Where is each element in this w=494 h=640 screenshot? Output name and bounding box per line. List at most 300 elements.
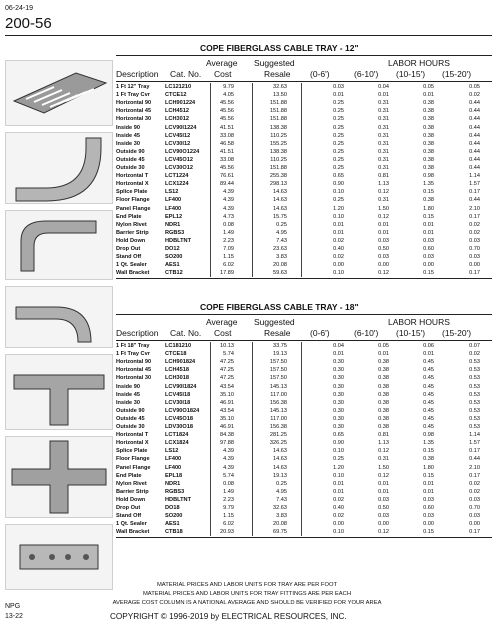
row-description: Horizontal 30 <box>116 116 152 123</box>
row-labor-6-10: 0.31 <box>378 132 389 139</box>
row-avg-cost: 4.39 <box>223 189 234 196</box>
table-row <box>116 366 492 374</box>
row-avg-cost: 5.74 <box>223 472 234 479</box>
row-avg-cost: 46.91 <box>220 399 234 406</box>
row-labor-10-15: 0.38 <box>423 456 434 463</box>
row-labor-6-10: 0.81 <box>378 173 389 180</box>
row-cat-no: RGBS3 <box>165 488 185 495</box>
row-cat-no: SO200 <box>165 513 183 520</box>
row-labor-10-15: 0.45 <box>423 367 434 374</box>
row-suggested-resale: 32.63 <box>273 505 287 511</box>
row-avg-cost: 20.93 <box>220 529 234 536</box>
page-number: 200-56 <box>5 15 52 32</box>
row-cat-no: LCV30I12 <box>165 140 191 147</box>
table-row <box>116 488 492 496</box>
row-labor-15-20: 0.53 <box>469 391 480 398</box>
row-labor-0-6: 0.00 <box>333 521 344 528</box>
row-labor-0-6: 0.30 <box>333 383 344 390</box>
row-avg-cost: 76.61 <box>220 173 234 180</box>
row-labor-6-10: 0.12 <box>378 270 389 277</box>
row-suggested-resale: 0.25 <box>276 480 287 487</box>
row-cat-no: LC121210 <box>165 84 192 90</box>
row-labor-15-20: 0.03 <box>469 513 480 520</box>
row-avg-cost: 35.10 <box>220 391 234 398</box>
horizontal-tee-image <box>5 354 113 430</box>
row-avg-cost: 45.56 <box>220 116 234 123</box>
table-row <box>116 399 492 407</box>
row-labor-15-20: 0.03 <box>469 254 480 261</box>
row-labor-10-15: 0.45 <box>423 399 434 406</box>
row-cat-no: LCH3018 <box>165 375 189 382</box>
row-description: Horizontal 30 <box>116 375 152 382</box>
row-labor-0-6: 0.03 <box>333 84 344 90</box>
row-labor-0-6: 0.01 <box>333 221 344 228</box>
row-labor-6-10: 0.38 <box>378 383 389 390</box>
row-avg-cost: 5.74 <box>223 351 234 358</box>
row-labor-10-15: 0.03 <box>423 254 434 261</box>
row-cat-no: LCV45I12 <box>165 132 191 139</box>
row-suggested-resale: 3.83 <box>276 513 287 520</box>
row-description: Stand Off <box>116 513 142 520</box>
row-description: Floor Flange <box>116 197 150 204</box>
row-avg-cost: 0.08 <box>223 221 234 228</box>
row-labor-15-20: 0.53 <box>469 383 480 390</box>
row-suggested-resale: 255.38 <box>269 173 287 180</box>
row-description: Wall Bracket <box>116 529 150 536</box>
row-labor-10-15: 0.15 <box>423 213 434 220</box>
row-labor-10-15: 0.05 <box>423 84 434 90</box>
row-labor-10-15: 1.35 <box>423 440 434 447</box>
row-labor-10-15: 0.60 <box>423 505 434 511</box>
row-avg-cost: 9.79 <box>223 84 234 90</box>
row-labor-10-15: 0.03 <box>423 496 434 503</box>
row-labor-0-6: 0.90 <box>333 181 344 188</box>
row-labor-15-20: 0.44 <box>469 165 480 171</box>
row-cat-no: CTCE18 <box>165 351 187 358</box>
row-labor-10-15: 0.45 <box>423 375 434 382</box>
row-description: Outside 45 <box>116 415 145 422</box>
table-row <box>116 213 492 221</box>
row-labor-10-15: 0.01 <box>423 92 434 99</box>
row-cat-no: AES1 <box>165 521 180 528</box>
table-row <box>116 464 492 472</box>
row-labor-10-15: 1.80 <box>423 205 434 212</box>
row-labor-0-6: 0.01 <box>333 488 344 495</box>
row-avg-cost: 4.39 <box>223 464 234 471</box>
row-description: Outside 90 <box>116 148 145 155</box>
row-labor-10-15: 0.38 <box>423 132 434 139</box>
row-labor-15-20: 2.10 <box>469 464 480 471</box>
row-avg-cost: 47.25 <box>220 359 234 366</box>
section-title: COPE FIBERGLASS CABLE TRAY - 12" <box>200 43 359 53</box>
table-row <box>116 221 492 229</box>
row-suggested-resale: 14.63 <box>273 197 287 204</box>
row-cat-no: LCX1224 <box>165 181 189 188</box>
row-description: Floor Flange <box>116 456 150 463</box>
table-row <box>116 455 492 463</box>
row-labor-6-10: 0.01 <box>378 480 389 487</box>
row-description: Horizontal X <box>116 440 149 447</box>
row-suggested-resale: 3.83 <box>276 254 287 261</box>
row-labor-6-10: 0.38 <box>378 399 389 406</box>
row-labor-15-20: 1.57 <box>469 181 480 188</box>
row-cat-no: HDBLTNT <box>165 237 191 244</box>
row-labor-0-6: 0.30 <box>333 367 344 374</box>
row-labor-6-10: 0.38 <box>378 407 389 414</box>
row-cat-no: LCV90O1824 <box>165 407 200 414</box>
table-row <box>116 148 492 156</box>
row-labor-15-20: 0.02 <box>469 351 480 358</box>
row-labor-0-6: 0.30 <box>333 407 344 414</box>
row-suggested-resale: 23.63 <box>273 246 287 252</box>
table-row <box>116 124 492 132</box>
row-labor-15-20: 0.02 <box>469 92 480 99</box>
header-rule <box>116 340 492 341</box>
table-row <box>116 253 492 261</box>
row-labor-10-15: 0.98 <box>423 173 434 180</box>
table-row <box>116 269 492 277</box>
row-labor-10-15: 0.98 <box>423 432 434 439</box>
row-labor-6-10: 0.01 <box>378 92 389 99</box>
row-description: Horizontal 90 <box>116 359 152 366</box>
row-avg-cost: 47.25 <box>220 367 234 374</box>
row-avg-cost: 84.38 <box>220 432 234 439</box>
row-labor-0-6: 0.25 <box>333 108 344 115</box>
row-avg-cost: 97.88 <box>220 440 234 447</box>
row-labor-10-15: 0.38 <box>423 197 434 204</box>
row-cat-no: LF400 <box>165 456 182 463</box>
row-labor-0-6: 0.40 <box>333 246 344 252</box>
row-suggested-resale: 326.25 <box>269 440 287 447</box>
row-avg-cost: 4.39 <box>223 448 234 455</box>
row-labor-6-10: 0.31 <box>378 124 389 131</box>
row-description: End Plate <box>116 472 142 479</box>
header-rule <box>5 35 492 36</box>
row-description: Panel Flange <box>116 205 151 212</box>
row-labor-0-6: 0.25 <box>333 116 344 123</box>
row-labor-15-20: 0.07 <box>469 343 480 349</box>
row-avg-cost: 1.49 <box>223 229 234 236</box>
row-avg-cost: 1.15 <box>223 254 234 261</box>
row-labor-15-20: 0.17 <box>469 189 480 196</box>
row-suggested-resale: 19.13 <box>273 472 287 479</box>
row-cat-no: LDV30O18 <box>165 424 193 430</box>
table-row <box>116 358 492 366</box>
row-labor-15-20: 0.02 <box>469 480 480 487</box>
row-description: Horizontal 45 <box>116 367 152 374</box>
row-cat-no: LCV30O12 <box>165 165 193 171</box>
row-labor-0-6: 0.02 <box>333 254 344 261</box>
row-labor-10-15: 0.38 <box>423 100 434 107</box>
row-suggested-resale: 7.43 <box>276 237 287 244</box>
row-labor-6-10: 0.38 <box>378 415 389 422</box>
row-labor-0-6: 0.65 <box>333 432 344 439</box>
col-range-3: (10-15') <box>396 69 426 79</box>
row-cat-no: LCX1824 <box>165 440 189 447</box>
row-suggested-resale: 145.13 <box>269 383 287 390</box>
row-labor-10-15: 0.01 <box>423 480 434 487</box>
row-labor-6-10: 1.50 <box>378 464 389 471</box>
row-suggested-resale: 110.25 <box>270 132 287 139</box>
copyright: COPYRIGHT © 1996-2019 by ELECTRICAL RESOURCES, INC. <box>110 612 347 621</box>
row-labor-10-15: 0.38 <box>423 165 434 171</box>
row-labor-0-6: 0.25 <box>333 165 344 171</box>
row-labor-0-6: 0.00 <box>333 262 344 269</box>
row-suggested-resale: 20.08 <box>273 521 287 528</box>
row-suggested-resale: 14.63 <box>273 205 287 212</box>
row-suggested-resale: 15.75 <box>273 213 287 220</box>
row-labor-10-15: 1.80 <box>423 464 434 471</box>
footer-code: 13-22 <box>5 613 23 620</box>
row-labor-0-6: 0.25 <box>333 456 344 463</box>
row-cat-no: LCV45O12 <box>165 156 193 163</box>
table-row <box>116 188 492 196</box>
table-row <box>116 261 492 269</box>
table-row <box>116 342 492 350</box>
row-avg-cost: 45.56 <box>220 165 234 171</box>
row-labor-15-20: 0.44 <box>469 140 480 147</box>
table-row <box>116 374 492 382</box>
section-title: COPE FIBERGLASS CABLE TRAY - 18" <box>200 302 359 312</box>
row-avg-cost: 10.13 <box>220 343 234 349</box>
col-range-4: (15-20') <box>442 328 472 338</box>
col-range-2: (6-10') <box>354 69 379 79</box>
row-suggested-resale: 156.38 <box>269 399 287 406</box>
row-cat-no: LCV30I18 <box>165 399 191 406</box>
row-cat-no: LCT1824 <box>165 432 189 439</box>
row-labor-15-20: 0.44 <box>469 108 480 115</box>
row-labor-15-20: 0.17 <box>469 213 480 220</box>
row-description: Drop Out <box>116 505 141 511</box>
price-table <box>116 83 492 278</box>
row-labor-10-15: 0.01 <box>423 229 434 236</box>
table-row <box>116 229 492 237</box>
row-labor-6-10: 0.31 <box>378 100 389 107</box>
table-row <box>116 512 492 520</box>
row-avg-cost: 35.10 <box>220 415 234 422</box>
row-avg-cost: 6.02 <box>223 521 234 528</box>
row-cat-no: LF400 <box>165 205 182 212</box>
row-description: Stand Off <box>116 254 142 261</box>
row-labor-15-20: 0.44 <box>469 456 480 463</box>
row-labor-0-6: 0.90 <box>333 440 344 447</box>
row-suggested-resale: 145.13 <box>269 407 287 414</box>
row-labor-15-20: 1.14 <box>469 432 480 439</box>
table-row <box>116 99 492 107</box>
footer-npg: NPG <box>5 603 21 610</box>
row-cat-no: CTCE12 <box>165 92 187 99</box>
row-labor-10-15: 0.45 <box>423 359 434 366</box>
row-labor-10-15: 0.15 <box>423 189 434 196</box>
row-suggested-resale: 0.25 <box>276 221 287 228</box>
price-table <box>116 342 492 537</box>
row-cat-no: RGBS3 <box>165 229 185 236</box>
row-labor-0-6: 0.25 <box>333 156 344 163</box>
row-labor-15-20: 0.53 <box>469 424 480 430</box>
row-avg-cost: 46.91 <box>220 424 234 430</box>
table-row <box>116 447 492 455</box>
row-avg-cost: 1.15 <box>223 513 234 520</box>
row-avg-cost: 1.49 <box>223 488 234 495</box>
row-avg-cost: 4.39 <box>223 205 234 212</box>
title-rule <box>116 55 492 56</box>
row-description: 1 Ft 12" Tray <box>116 84 150 90</box>
row-avg-cost: 46.58 <box>220 140 234 147</box>
row-description: Barrier Strip <box>116 488 149 495</box>
row-cat-no: LF400 <box>165 464 182 471</box>
row-suggested-resale: 151.88 <box>269 116 287 123</box>
row-suggested-resale: 138.38 <box>269 148 287 155</box>
table-row <box>116 391 492 399</box>
row-labor-6-10: 0.50 <box>378 246 389 252</box>
header-rule <box>116 81 492 82</box>
table-row <box>116 196 492 204</box>
col-cat-no: Cat. No. <box>170 328 202 338</box>
row-labor-6-10: 0.38 <box>378 424 389 430</box>
row-labor-0-6: 0.02 <box>333 496 344 503</box>
row-labor-0-6: 0.30 <box>333 375 344 382</box>
row-labor-0-6: 0.25 <box>333 140 344 147</box>
row-labor-0-6: 0.01 <box>333 351 344 358</box>
row-suggested-resale: 151.88 <box>269 108 287 115</box>
row-labor-15-20: 0.00 <box>469 262 480 269</box>
col-range-1: (0-6') <box>310 69 330 79</box>
row-avg-cost: 43.54 <box>220 407 234 414</box>
row-labor-10-15: 0.01 <box>423 351 434 358</box>
row-description: Inside 30 <box>116 140 140 147</box>
row-labor-6-10: 0.38 <box>378 391 389 398</box>
row-labor-15-20: 2.10 <box>469 205 480 212</box>
row-suggested-resale: 14.63 <box>273 189 287 196</box>
row-labor-6-10: 0.38 <box>378 375 389 382</box>
row-labor-6-10: 0.01 <box>378 488 389 495</box>
col-description: Description <box>116 328 159 338</box>
row-labor-0-6: 0.02 <box>333 237 344 244</box>
row-suggested-resale: 4.95 <box>276 229 287 236</box>
row-cat-no: LCT1224 <box>165 173 189 180</box>
row-labor-15-20: 0.17 <box>469 448 480 455</box>
table-row <box>116 132 492 140</box>
row-labor-10-15: 1.35 <box>423 181 434 188</box>
horizontal-elbow-image <box>5 132 113 204</box>
row-labor-10-15: 0.03 <box>423 237 434 244</box>
table-row <box>116 164 492 172</box>
row-labor-0-6: 0.01 <box>333 480 344 487</box>
row-labor-0-6: 0.25 <box>333 132 344 139</box>
vertical-elbow-image <box>5 210 113 280</box>
row-labor-10-15: 0.38 <box>423 116 434 123</box>
row-labor-0-6: 0.25 <box>333 124 344 131</box>
row-suggested-resale: 69.75 <box>273 529 287 536</box>
row-labor-15-20: 1.57 <box>469 440 480 447</box>
row-description: Horizontal T <box>116 432 149 439</box>
row-labor-15-20: 0.44 <box>469 156 480 163</box>
row-suggested-resale: 32.63 <box>273 84 287 90</box>
row-suggested-resale: 157.50 <box>269 359 287 366</box>
row-labor-0-6: 0.10 <box>333 472 344 479</box>
col-avg-top: Average <box>206 317 238 327</box>
col-avg-top: Average <box>206 58 238 68</box>
footer-note-3: AVERAGE COST COLUMN IS A NATIONAL AVERAGE AND SHOULD BE VERIFIED FOR YOUR AREA <box>112 600 382 606</box>
row-labor-10-15: 0.00 <box>423 262 434 269</box>
row-labor-0-6: 0.10 <box>333 213 344 220</box>
row-labor-10-15: 0.01 <box>423 488 434 495</box>
row-labor-10-15: 0.15 <box>423 529 434 536</box>
row-labor-6-10: 0.31 <box>378 197 389 204</box>
row-avg-cost: 4.39 <box>223 197 234 204</box>
row-cat-no: NDR1 <box>165 221 181 228</box>
row-labor-10-15: 0.38 <box>423 108 434 115</box>
row-description: Outside 45 <box>116 156 145 163</box>
row-suggested-resale: 13.50 <box>273 92 287 99</box>
row-cat-no: LCH901224 <box>165 100 196 107</box>
row-avg-cost: 17.89 <box>220 270 234 277</box>
row-labor-0-6: 0.04 <box>333 343 344 349</box>
table-row <box>116 383 492 391</box>
row-avg-cost: 6.02 <box>223 262 234 269</box>
table-row <box>116 504 492 512</box>
row-cat-no: DO18 <box>165 505 180 511</box>
row-suggested-resale: 151.88 <box>269 165 287 171</box>
row-labor-6-10: 0.38 <box>378 359 389 366</box>
row-labor-15-20: 0.02 <box>469 229 480 236</box>
row-labor-15-20: 0.44 <box>469 132 480 139</box>
table-row <box>116 496 492 504</box>
row-labor-0-6: 0.30 <box>333 415 344 422</box>
row-labor-0-6: 1.20 <box>333 205 344 212</box>
row-labor-6-10: 0.31 <box>378 140 389 147</box>
row-description: Hold Down <box>116 237 146 244</box>
row-suggested-resale: 14.63 <box>273 448 287 455</box>
row-labor-6-10: 0.03 <box>378 237 389 244</box>
row-avg-cost: 4.73 <box>223 213 234 220</box>
row-avg-cost: 33.08 <box>220 132 234 139</box>
row-description: Panel Flange <box>116 464 151 471</box>
row-cat-no: LS12 <box>165 448 179 455</box>
row-avg-cost: 2.23 <box>223 496 234 503</box>
table-row <box>116 480 492 488</box>
row-labor-15-20: 0.44 <box>469 148 480 155</box>
row-description: Inside 45 <box>116 132 140 139</box>
row-labor-6-10: 0.01 <box>378 221 389 228</box>
row-labor-0-6: 1.20 <box>333 464 344 471</box>
row-labor-15-20: 0.44 <box>469 124 480 131</box>
row-suggested-resale: 281.25 <box>269 432 287 439</box>
row-suggested-resale: 14.63 <box>273 456 287 463</box>
row-cat-no: LCH901824 <box>165 359 196 366</box>
row-avg-cost: 45.56 <box>220 100 234 107</box>
row-labor-6-10: 0.31 <box>378 456 389 463</box>
row-description: Splice Plate <box>116 189 148 196</box>
col-sug-bottom: Resale <box>264 69 291 79</box>
row-suggested-resale: 117.00 <box>270 391 287 398</box>
row-labor-6-10: 0.03 <box>378 513 389 520</box>
row-cat-no: AES1 <box>165 262 180 269</box>
row-description: Splice Plate <box>116 448 148 455</box>
row-avg-cost: 33.08 <box>220 156 234 163</box>
row-avg-cost: 47.25 <box>220 375 234 382</box>
row-labor-0-6: 0.10 <box>333 448 344 455</box>
row-description: End Plate <box>116 213 142 220</box>
table-row <box>116 91 492 99</box>
col-sug-top: Suggested <box>254 58 295 68</box>
row-labor-10-15: 0.38 <box>423 156 434 163</box>
row-labor-15-20: 0.02 <box>469 488 480 495</box>
row-cat-no: CTB12 <box>165 270 183 277</box>
row-labor-10-15: 0.60 <box>423 246 434 252</box>
row-labor-15-20: 0.53 <box>469 415 480 422</box>
row-labor-10-15: 0.03 <box>423 513 434 520</box>
